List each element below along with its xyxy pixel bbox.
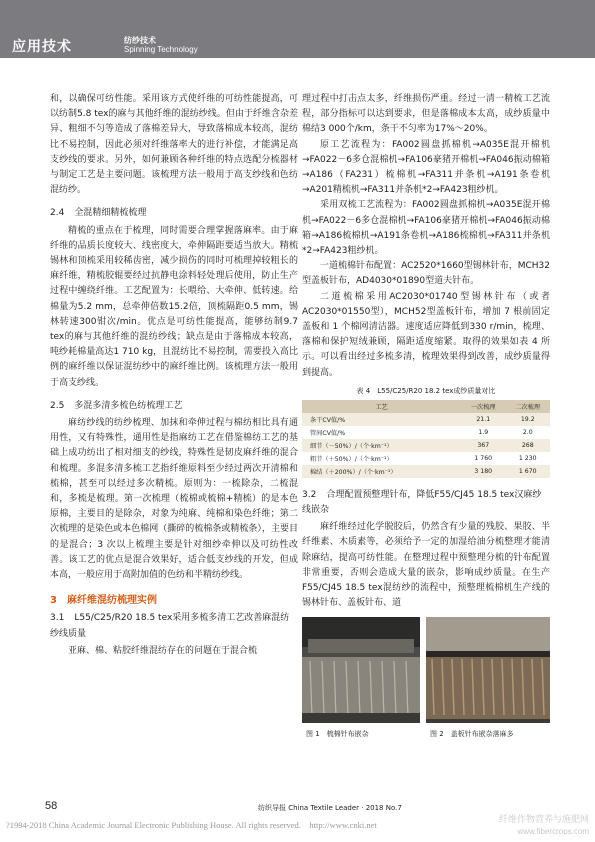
table-row <box>302 465 550 478</box>
right-column <box>302 92 550 741</box>
column-title-en: Spinning Technology <box>124 45 198 54</box>
journal-footer: 纺织导报 China Textile Leader · 2018 No.7 <box>258 804 402 812</box>
section-heading-2-4 <box>50 206 298 221</box>
table-caption: 表 4 L55/C25/R20 18.2 tex成纱质量对比 <box>356 386 496 395</box>
paragraph: 二道梳棉采用AC2030*01740型锡林针布（或者AC2030*01550型），MCH52型盖板针布，增加 7 根前固定盖板和 1 个棉网清洁器。速度适应降低到330 r/min，梳理、落棉和保护短绒兼顾，隔距适度缩紧。取得的效果如表 4 所示。可以看出经过多梳多清，梳理效果得到改善，成纱质量得到提高。 <box>302 291 550 378</box>
column-title-zh: 纺纱技术 <box>124 36 156 45</box>
section-number: 2.5 <box>50 400 65 411</box>
table-header-cell: 工艺 <box>302 400 461 413</box>
paragraph: 原工艺流程为：FA002圆盘抓棉机→A035E混开棉机→FA022－6多仓混棉机→FA106豪猪开棉机→FA046振动棉箱→A186（FA231）梳棉机→FA311并条机→A191条卷机→A201精梳机→FA311并条机*2→FA423粗纱机。 <box>302 139 550 196</box>
table-cell: 367 <box>461 439 505 452</box>
table-cell: 268 <box>506 439 551 452</box>
section-title-text: 多混多清多梳色纺梳理工艺 <box>74 400 183 411</box>
page-number: 58 <box>45 800 58 812</box>
table-cell: 1.9 <box>478 428 489 436</box>
section-number: 3 <box>50 595 57 607</box>
watermark-url: www.fibercrops.com <box>517 827 589 836</box>
table-cell: 棉结（＋200%）/（个·km⁻¹） <box>302 465 461 478</box>
table-row <box>302 439 550 452</box>
figure-caption: 图 2 盖板针布嵌杂落麻多 <box>430 730 514 739</box>
left-column <box>50 92 298 659</box>
paragraph: 和，以确保可纺性能。采用该方式使纤维的可纺性能提高，可以纺制5.8 tex的麻与其他纤维的混纺纱线。但由于纤维含杂差异、粗细不匀等造成了落棉差异大，导致落棉成本较高，混纺比不易控制，因此必须对纤维落率大的进行补偿，才能满足高支纱线的要求。另外，如何兼顾各种纤维的特点选配分梳器材与制定工艺是主要问题。该梳理方法一般用于高支纱线和色纺混纺纱。 <box>50 94 298 196</box>
figure-row <box>302 617 550 741</box>
table-cell: 3 180 <box>461 465 505 478</box>
watermark-zh: 纤维作物营养与施肥网 <box>498 815 589 825</box>
section-heading-2-5 <box>50 399 298 414</box>
section-title-text: L55/C25/R20 18.5 tex采用多梳多清工艺改善麻混纺纱线质量 <box>50 613 290 639</box>
paragraph: 精梳的重点在于梳理，同时需要合理掌握落麻率。由于麻纤维的品质长度较大、线密度大，牵伸隔距要适当放大。精梳锡林和顶梳采用较稀齿密，减少损伤的同时可梳理掉较粗长的麻纤维，精梳胶辊要经过抗静电涂料轻处理后使用，防止生产过程中缠绕纤维。工艺配置为：长喂给、大牵伸、低转速。给棉量为5.2 mm，总牵伸倍数15.2倍，顶梳隔距0.5 mm，锡林转速300钳次/min。优点是可纺性能提高，能够纺制9.7 tex的麻与其他纤维的混纺纱线；缺点是由于落棉成本较高，吨纱耗棉量高达1 710 kg，且混纺比不易控制，需要投入高比例的麻纤维以保证混纺纱中的麻纤维比例。该梳理方法一般用于高支纱线。 <box>50 225 298 388</box>
card-clothing-photo <box>302 617 420 723</box>
table-cell: 19.2 <box>506 413 551 426</box>
table-cell: 粗节（＋50%）/（个·km⁻¹） <box>310 455 393 463</box>
table-cell: 条干CV值/% <box>302 413 461 426</box>
paragraph: 采用双梳工艺流程为：FA002圆盘抓棉机→A035E混开棉机→FA022－6多仓混棉机→FA106豪猪开棉机→FA046振动棉箱→A186梳棉机→A191条卷机→A186梳棉机→FA311并条机*2→FA423粗纱机。 <box>302 200 550 257</box>
copyright-line: ?1994-2018 China Academic Journal Electronic Publishing House. All rights reserved. http://www.cnki.net <box>6 820 377 830</box>
section-title: 应用技术 <box>12 39 72 55</box>
table-cell: 1 230 <box>518 454 537 462</box>
table-cell: 1 670 <box>506 465 551 478</box>
section-number: 2.4 <box>50 208 65 219</box>
table-cell: 21.1 <box>461 413 505 426</box>
table-cell: 2.0 <box>522 428 533 436</box>
paragraph: 麻纤维经过化学脱胶后，仍然含有少量的残胶、果胶、半纤维素、木质素等，必须给予一定的加湿给油分梳整理才能清除麻结，提高可纺性能。在整理过程中预整理分梳的针布配置非常重要，否则会造成大量的嵌杂，影响成纱质量。在生产F55/CJ45 18.5 tex混纺纱的流程中，预整理梳棉机生产线的锡林针布、盖板针布、道 <box>302 522 550 609</box>
section-title-text: 合理配置预整理针布，降低F55/CJ45 18.5 tex汉麻纱线嵌杂 <box>302 489 542 516</box>
header-bar <box>0 0 595 58</box>
section-number: 3.2 <box>302 489 317 500</box>
table-cell: 管间CV值/% <box>310 429 346 437</box>
table-cell: 1 760 <box>474 454 493 462</box>
section-title-text: 全混精细精梳梳理 <box>74 208 147 219</box>
paragraph: 一道梳棉针布配置：AC2520*1660型锡林针布，MCH32型盖板针布，AD4030*01890型道夫针布。 <box>302 261 550 287</box>
table-cell: 细节（－50%）/（个·km⁻¹） <box>302 439 461 452</box>
quality-table <box>302 400 550 478</box>
figure-caption: 图 1 梳棉针布嵌杂 <box>306 730 369 739</box>
flat-clothing-photo <box>426 617 550 723</box>
table-header-cell: 二次梳理 <box>506 400 551 413</box>
section-heading-3 <box>50 593 298 609</box>
table-header-cell: 一次梳理 <box>461 400 505 413</box>
table-row <box>302 426 550 439</box>
section-heading-3-1 <box>50 611 298 641</box>
section-number: 3.1 <box>50 613 65 624</box>
paragraph: 亚麻、棉、粘胶纤维混纺存在的问题在于混合梳 <box>68 645 258 656</box>
section-title-text: 麻纤维混纺梳理实例 <box>66 595 157 607</box>
table-row <box>302 413 550 426</box>
section-heading-3-2 <box>302 488 550 518</box>
paragraph: 理过程中打击点太多，纤维损伤严重。经过一清一精梳工艺流程，部分指标可以达到要求，但是落棉成本太高，成纱质量中棉结3 000个/km，条干不匀率为17%～20%。 <box>302 94 550 135</box>
table-row <box>302 452 550 465</box>
paragraph: 麻纺纱线的纺纱梳理、加抹和牵伸过程与棉纺相比具有通用性，又有特殊性，通用性是指麻纺工艺在借鉴棉纺工艺的基础上成功纺出了相对细支的纱线，特殊性是韧皮麻纤维的混合和梳理。多混多清多梳工艺指纤维原料至少经过两次开清棉和梳棉，甚至可以经过多次精梳。原则为：一梳除杂，二梳混和，多梳是梳理。第一次梳理（梳棉或梳棉+精梳）的是本色原棉，主要目的是除杂，对象为纯麻、纯棉和染色纤维；第二次梳理的是染色或本色棉网（撕碎的梳棉条或精梳条），主要目的是混合；3 次以上梳理主要是针对细纱牵伸以及可纺性改善。该工艺的优点是混合效果好，适合低支纱线的开发，但成本高，一般应用于高附加值的色纺和半精纺纱线。 <box>50 418 298 581</box>
